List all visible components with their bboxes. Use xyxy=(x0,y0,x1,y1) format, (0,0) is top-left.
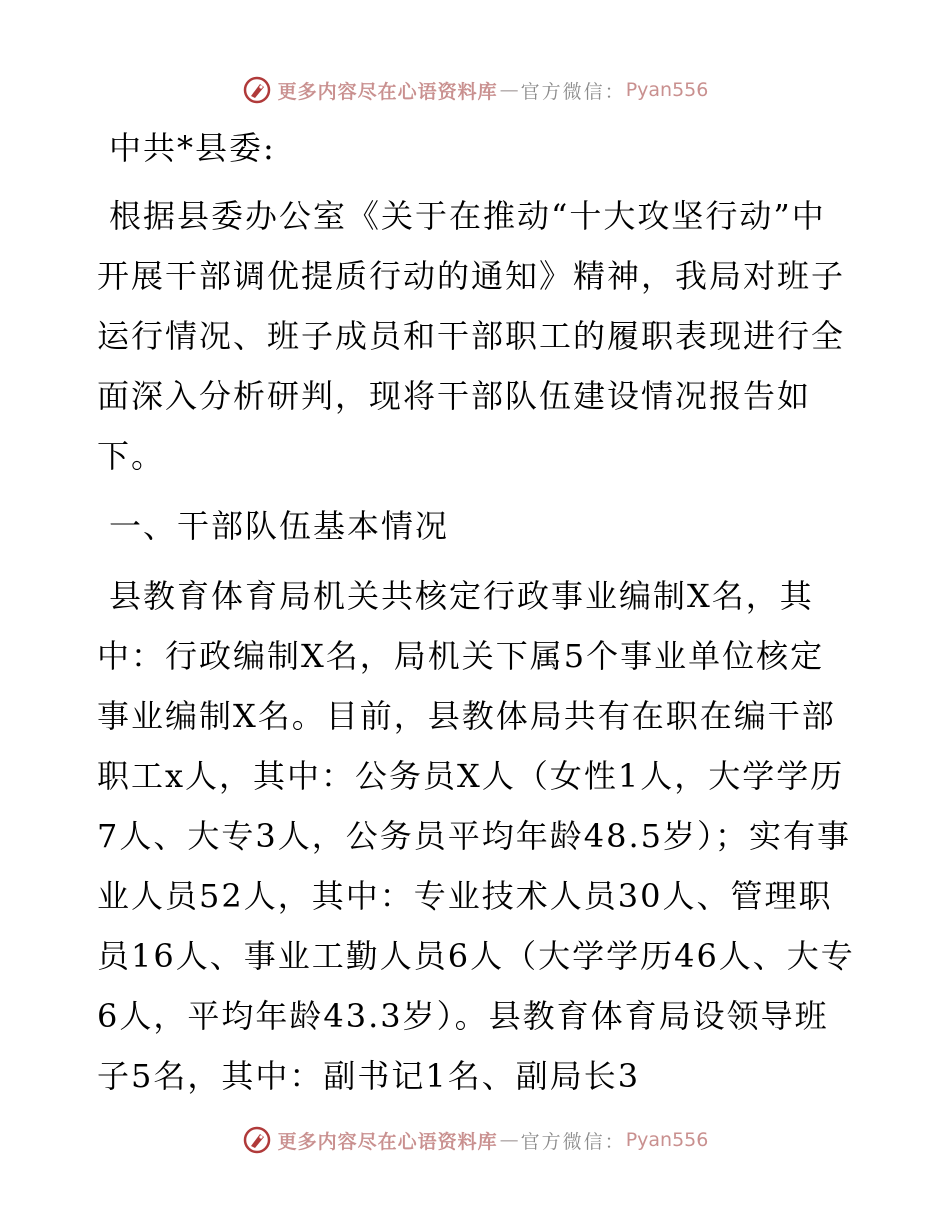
watermark-dash: — xyxy=(499,1129,519,1151)
paragraph-basic-info: 县教育体育局机关共核定行政事业编制X名，其中：行政编制X名，局机关下属5个事业单位核定事业编制X名。目前，县教体局共有在职在编干部职工x人，其中：公务员X人（女性1人，大学学历7人、大专3人，公务员平均年龄48.5岁）；实有事业人员52人，其中：专业技术人员30人、管理职员16人、事业工勤人员6人（大学学历46人、大专6人，平均年龄43.3岁）。县教育体育局设领导班子5名，其中：副书记1名、副局长3 xyxy=(97,577,855,1095)
section-heading-1: 一、干部队伍基本情况 xyxy=(109,507,450,545)
watermark-banner-bottom xyxy=(0,1120,950,1160)
watermark-banner-top xyxy=(0,70,950,110)
pen-nib-circle-icon xyxy=(242,1125,272,1155)
watermark-wechat-id: Pyan556 xyxy=(625,1129,709,1151)
paragraph-intro: 根据县委办公室《关于在推动“十大攻坚行动”中开展干部调优提质行动的通知》精神，我局对班子运行情况、班子成员和干部职工的履职表现进行全面深入分析研判，现将干部队伍建设情况报告如下。 xyxy=(97,197,846,475)
watermark-brand-text: 更多内容尽在心语资料库 xyxy=(277,80,498,103)
watermark-brand-text: 更多内容尽在心语资料库 xyxy=(277,1130,498,1153)
document-body xyxy=(97,118,857,1106)
pen-nib-circle-icon xyxy=(242,75,272,105)
watermark-official-label: 官方微信： xyxy=(520,80,626,103)
watermark-wechat-id: Pyan556 xyxy=(625,79,709,101)
watermark-official-label: 官方微信： xyxy=(520,1130,626,1153)
watermark-dash: — xyxy=(499,79,519,101)
salutation: 中共*县委: xyxy=(109,129,276,167)
